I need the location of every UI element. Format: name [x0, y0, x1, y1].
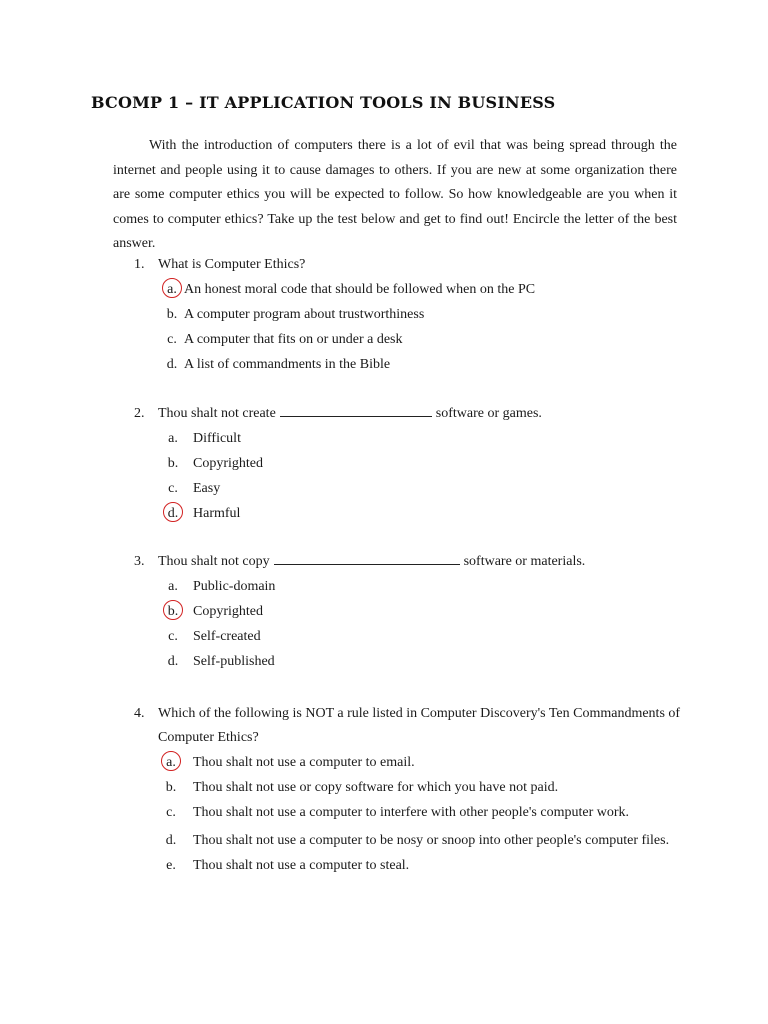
option-e[interactable] [134, 853, 688, 878]
option-d[interactable] [134, 825, 688, 853]
option-c[interactable] [134, 476, 542, 501]
option-text: Copyrighted [193, 456, 263, 471]
option-c[interactable] [134, 327, 403, 352]
question-text: Which of the following is NOT a rule listed in Computer Discovery's Ten Commandments of Computer Ethics? [158, 706, 681, 745]
option-a[interactable] [134, 574, 585, 599]
option-letter: c. [166, 805, 176, 820]
option-a[interactable] [134, 750, 688, 775]
option-text: A list of commandments in the Bible [184, 357, 391, 372]
option-c[interactable] [134, 800, 688, 825]
options-list [134, 277, 536, 377]
option-text: Thou shalt not use a computer to email. [193, 755, 415, 770]
question-number: 1. [134, 257, 145, 272]
question-4 [134, 702, 688, 878]
option-letter: c. [168, 629, 178, 644]
option-b[interactable] [134, 302, 425, 327]
option-text: A computer program about trustworthiness [184, 307, 425, 322]
option-text: Easy [193, 481, 221, 496]
intro-paragraph: With the introduction of computers there is a lot of evil that was being spread through the internet and people using it to cause damages to others. If you are new at some organization there are some computer ethics you will be expected to follow. So how knowledgeable are you when it comes to computer ethics? Take up the test below and get to find out! Encircle the letter of the best answer. [113, 138, 677, 251]
option-letter: a. [167, 282, 177, 297]
option-letter: d. [167, 506, 179, 521]
option-text: Copyrighted [193, 604, 263, 619]
option-text: Thou shalt not use or copy software for which you have not paid. [193, 780, 559, 795]
option-letter: a. [166, 755, 176, 770]
question-number: 3. [134, 554, 145, 569]
option-c[interactable] [134, 624, 585, 649]
options-list [134, 574, 585, 674]
option-text: Difficult [193, 431, 241, 446]
option-letter: b. [167, 456, 179, 471]
question-number: 2. [134, 406, 145, 421]
question-text-after: software or materials. [463, 554, 586, 569]
option-letter: b. [166, 307, 178, 322]
option-text: Harmful [193, 506, 241, 521]
option-d[interactable] [134, 501, 542, 526]
option-letter: b. [167, 604, 179, 619]
option-letter: c. [168, 481, 178, 496]
question-number: 4. [134, 706, 145, 721]
option-text: An honest moral code that should be followed when on the PC [184, 282, 536, 297]
option-letter: d. [166, 357, 178, 372]
option-d[interactable] [134, 649, 585, 674]
option-b[interactable] [134, 599, 585, 624]
option-b[interactable] [134, 451, 542, 476]
question-text [158, 550, 585, 574]
option-letter: c. [167, 332, 177, 347]
option-text: A computer that fits on or under a desk [184, 332, 403, 347]
option-letter: d. [165, 833, 177, 848]
question-3 [134, 550, 585, 674]
option-text: Thou shalt not use a computer to be nosy or snoop into other people's computer files. [193, 833, 670, 848]
document-title: BCOMP 1 – IT APPLICATION TOOLS IN BUSINESS [91, 93, 556, 112]
option-a[interactable] [134, 277, 536, 302]
question-text [158, 402, 542, 426]
option-letter: b. [165, 780, 177, 795]
option-text: Self-published [193, 654, 275, 669]
options-list [134, 750, 688, 878]
question-text-before: Thou shalt not create [158, 406, 276, 421]
option-letter: d. [167, 654, 179, 669]
question-text: What is Computer Ethics? [158, 257, 306, 272]
option-a[interactable] [134, 426, 542, 451]
option-letter: a. [168, 579, 178, 594]
option-text: Public-domain [193, 579, 276, 594]
option-text: Self-created [193, 629, 261, 644]
answer-blank [274, 550, 460, 565]
option-letter: e. [166, 858, 176, 873]
answer-blank [280, 402, 432, 417]
question-text-before: Thou shalt not copy [158, 554, 270, 569]
question-1 [134, 253, 536, 377]
question-2 [134, 402, 542, 526]
option-text: Thou shalt not use a computer to steal. [193, 858, 410, 873]
option-letter: a. [168, 431, 178, 446]
options-list [134, 426, 542, 526]
option-text: Thou shalt not use a computer to interfere with other people's computer work. [193, 805, 630, 820]
question-text-after: software or games. [435, 406, 542, 421]
option-d[interactable] [134, 352, 391, 377]
option-b[interactable] [134, 775, 688, 800]
